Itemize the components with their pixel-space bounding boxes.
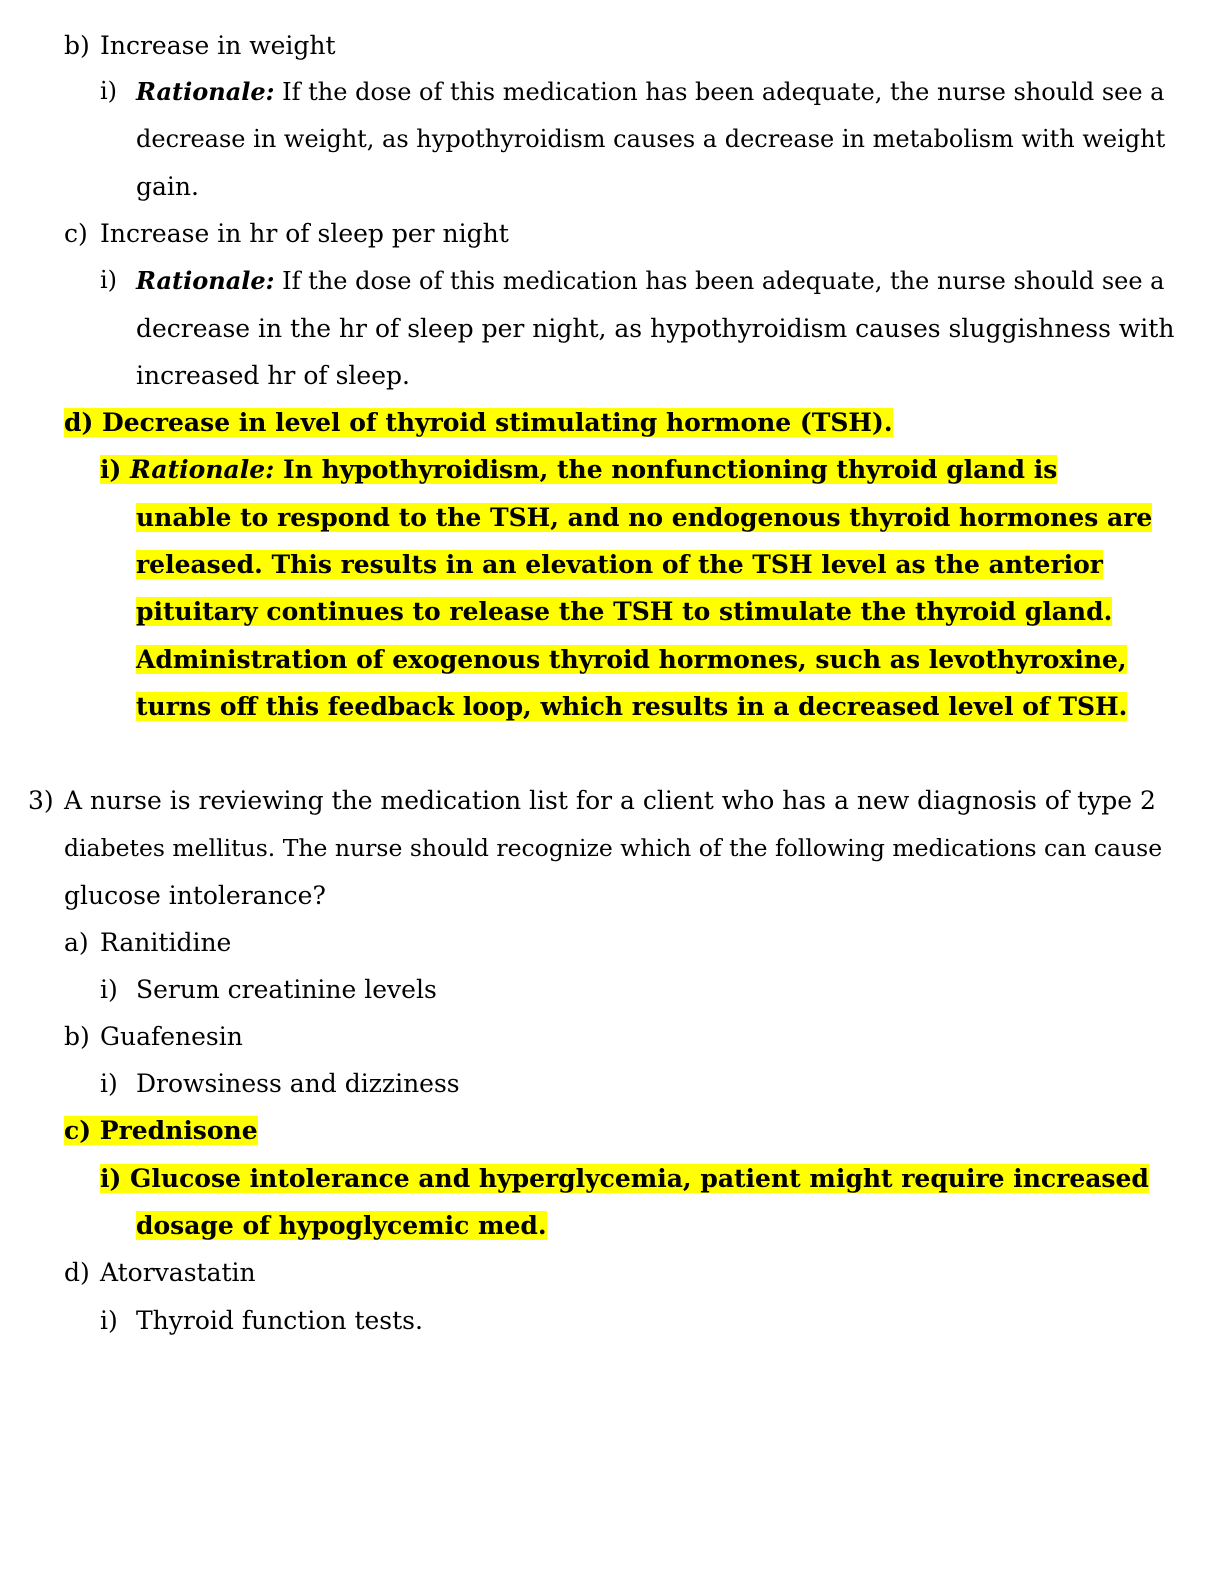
rationale-line: decrease in the hr of sleep per night, as hypothyroidism causes sluggishness with <box>136 314 1175 343</box>
option-c-correct <box>64 1107 258 1154</box>
sub-marker: i) <box>100 266 118 294</box>
option-text: Prednisone <box>99 1116 258 1145</box>
rationale-line <box>136 683 1127 730</box>
rationale-text: If the dose of this medication has been adequate, the nurse should see a <box>282 267 1165 295</box>
highlighted-text: turns off this feedback loop, which results in a decreased level of TSH. <box>136 692 1128 721</box>
rationale-line <box>136 541 1103 588</box>
sub-marker: i) <box>100 1306 118 1335</box>
highlighted-text: dosage of hypoglycemic med. <box>136 1211 547 1240</box>
option-marker: b) <box>64 1022 90 1051</box>
option-marker: c) <box>64 219 88 248</box>
rationale-line <box>100 446 1057 493</box>
rationale-label: Rationale: <box>130 455 275 484</box>
option-d-correct <box>64 399 893 446</box>
question-text: glucose intolerance? <box>64 881 326 910</box>
option-marker: d) <box>64 1258 90 1287</box>
rationale-line <box>136 636 1127 683</box>
sub-marker: i) <box>100 455 122 484</box>
option-marker: c) <box>64 1116 92 1145</box>
option-note <box>100 1155 1149 1202</box>
note-text: Serum creatinine levels <box>136 975 437 1004</box>
sub-marker: i) <box>100 77 118 105</box>
rationale-line <box>136 494 1152 541</box>
highlighted-text: released. This results in an elevation of the TSH level as the anterior <box>136 550 1103 579</box>
rationale-line: gain. <box>136 172 199 201</box>
option-text: Ranitidine <box>100 928 232 957</box>
highlighted-answer <box>64 408 893 437</box>
rationale-text: If the dose of this medication has been adequate, the nurse should see a <box>282 78 1165 106</box>
rationale-text: In hypothyroidism, the nonfunctioning thyroid gland is <box>283 455 1058 484</box>
question-text: diabetes mellitus. The nurse should recognize which of the following medications can cause <box>64 834 1163 862</box>
highlighted-text: pituitary continues to release the TSH to stimulate the thyroid gland. <box>136 597 1113 626</box>
option-note <box>136 1202 547 1249</box>
question-number: 3) <box>28 786 54 815</box>
option-text: Atorvastatin <box>100 1258 256 1287</box>
highlighted-answer <box>64 1116 258 1145</box>
option-marker: b) <box>64 31 90 60</box>
note-text: Glucose intolerance and hyperglycemia, patient might require increased <box>130 1164 1149 1193</box>
rationale-line <box>136 588 1112 635</box>
option-text: Increase in weight <box>100 31 336 60</box>
option-text: Increase in hr of sleep per night <box>100 219 509 248</box>
option-marker: a) <box>64 928 89 957</box>
question-text: A nurse is reviewing the medication list for a client who has a new diagnosis of type 2 <box>64 786 1156 815</box>
rationale-line: increased hr of sleep. <box>136 361 410 390</box>
option-marker: d) <box>64 408 94 437</box>
note-text: Thyroid function tests. <box>136 1306 423 1335</box>
rationale-line: decrease in weight, as hypothyroidism causes a decrease in metabolism with weight <box>136 125 1166 153</box>
option-text: Guafenesin <box>100 1022 243 1051</box>
sub-marker: i) <box>100 975 118 1004</box>
highlighted-text: unable to respond to the TSH, and no endogenous thyroid hormones are <box>136 503 1153 532</box>
note-text: Drowsiness and dizziness <box>136 1069 460 1098</box>
sub-marker: i) <box>100 1069 118 1098</box>
rationale-label: Rationale: <box>136 77 275 106</box>
rationale-label: Rationale: <box>136 266 275 295</box>
option-text: Decrease in level of thyroid stimulating hormone (TSH). <box>102 408 893 437</box>
sub-marker: i) <box>100 1164 122 1193</box>
highlighted-text: Administration of exogenous thyroid hormones, such as levothyroxine, <box>136 645 1127 674</box>
